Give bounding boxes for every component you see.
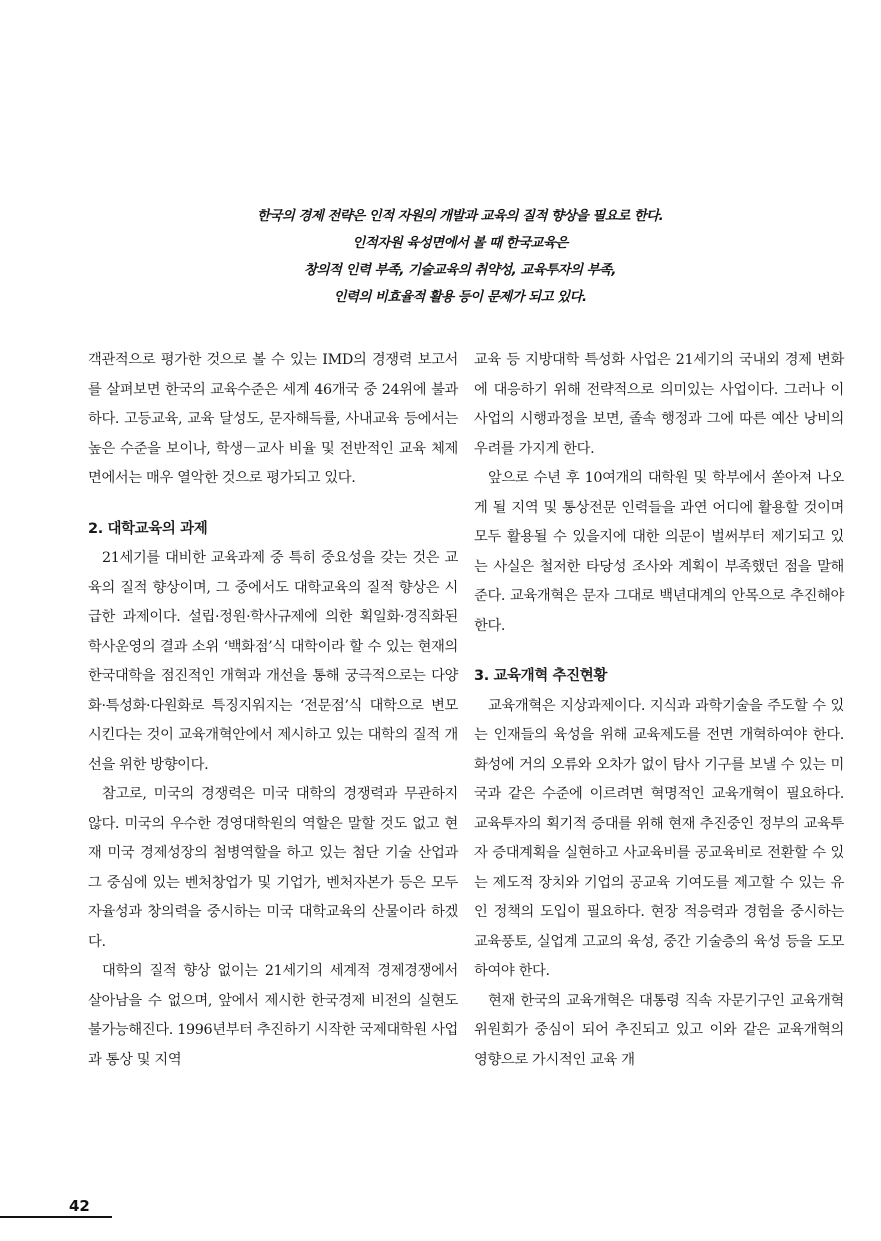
pull-quote-line: 창의적 인력 부족, 기술교육의 취약성, 교육투자의 부족, xyxy=(304,262,616,278)
pull-quote xyxy=(180,203,740,311)
section-heading: 2. 대학교육의 과제 xyxy=(88,520,208,537)
section-heading: 3. 교육개혁 추진현황 xyxy=(474,668,607,684)
body-paragraph: 21세기를 대비한 교육과제 중 특히 중요성을 갖는 것은 교육의 질적 향상이며, 그 중에서도 대학교육의 질적 향상은 시급한 과제이다. 설립·정원·학사규제에 의한 획일화·경직화된 학사운영의 결과 소위 ‘백화점’식 대학이라 할 수 있는 현재의 한국대학을 점진적인 개혁과 개선을 통해 궁극적으로는 다양화·특성화·다원화로 특징지워지는 ‘전문점’식 대학으로 변모시킨다는 것이 교육개혁안에서 제시하고 있는 대학의 질적 개선을 위한 방향이다. xyxy=(88,550,458,773)
left-column xyxy=(88,346,458,1075)
body-paragraph: 대학의 질적 향상 없이는 21세기의 세계적 경제경쟁에서 살아남을 수 없으며, 앞에서 제시한 한국경제 비전의 실현도 불가능해진다. 1996년부터 추진하기 시작한 국제대학원 사업과 통상 및 지역 xyxy=(88,963,458,1068)
body-paragraph: 앞으로 수년 후 10여개의 대학원 및 학부에서 쏟아져 나오게 될 지역 및 통상전문 인력들을 과연 어디에 활용할 것이며 모두 활용될 수 있을지에 대한 의문이 벌써부터 제기되고 있는 사실은 철저한 타당성 조사와 계획이 부족했던 점을 말해준다. 교육개혁은 문자 그대로 백년대계의 안목으로 추진해야 한다. xyxy=(474,470,844,634)
body-paragraph: 교육개혁은 지상과제이다. 지식과 과학기술을 주도할 수 있는 인재들의 육성을 위해 교육제도를 전면 개혁하여야 한다. 화성에 거의 오류와 오차가 없이 탐사 기구를 보낼 수 있는 미국과 같은 수준에 이르려면 혁명적인 교육개혁이 필요하다. 교육투자의 획기적 증대를 위해 현재 추진중인 정부의 교육투자 증대계획을 실현하고 사교육비를 공교육비로 전환할 수 있는 제도적 장치와 기업의 공교육 기여도를 제고할 수 있는 유인 정책의 도입이 필요하다. 현장 적응력과 경험을 중시하는 교육풍토, 실업계 고교의 육성, 중간 기술층의 육성 등을 도모하여야 한다. xyxy=(474,697,844,979)
pull-quote-line: 인적자원 육성면에서 볼 때 한국교육은 xyxy=(352,235,568,251)
body-paragraph: 현재 한국의 교육개혁은 대통령 직속 자문기구인 교육개혁위원회가 중심이 되어 추진되고 있고 이와 같은 교육개혁의 영향으로 가시적인 교육 개 xyxy=(474,992,844,1068)
pull-quote-line: 한국의 경제 전략은 인적 자원의 개발과 교육의 질적 향상을 필요로 한다. xyxy=(256,208,664,224)
page-number: 42 xyxy=(69,1197,90,1215)
body-paragraph: 교육 등 지방대학 특성화 사업은 21세기의 국내외 경제 변화에 대응하기 위해 전략적으로 의미있는 사업이다. 그러나 이 사업의 시행과정을 보면, 졸속 행정과 그에 따른 예산 낭비의 우려를 가지게 한다. xyxy=(474,352,844,457)
right-column xyxy=(474,346,844,1075)
body-paragraph: 객관적으로 평가한 것으로 볼 수 있는 IMD의 경쟁력 보고서를 살펴보면 한국의 교육수준은 세계 46개국 중 24위에 불과하다. 고등교육, 교육 달성도, 문자해득률, 사내교육 등에서는 높은 수준을 보이나, 학생－교사 비율 및 전반적인 교육 체제면에서는 매우 열악한 것으로 평가되고 있다. xyxy=(88,352,458,486)
body-paragraph: 참고로, 미국의 경쟁력은 미국 대학의 경쟁력과 무관하지 않다. 미국의 우수한 경영대학원의 역할은 말할 것도 없고 현재 미국 경제성장의 첨병역할을 하고 있는 첨단 기술 산업과 그 중심에 있는 벤처창업가 및 기업가, 벤처자본가 등은 모두 자율성과 창의력을 중시하는 미국 대학교육의 산물이라 하겠다. xyxy=(88,786,458,950)
footer-rule xyxy=(0,1216,112,1218)
pull-quote-line: 인력의 비효율적 활용 등이 문제가 되고 있다. xyxy=(333,289,587,305)
